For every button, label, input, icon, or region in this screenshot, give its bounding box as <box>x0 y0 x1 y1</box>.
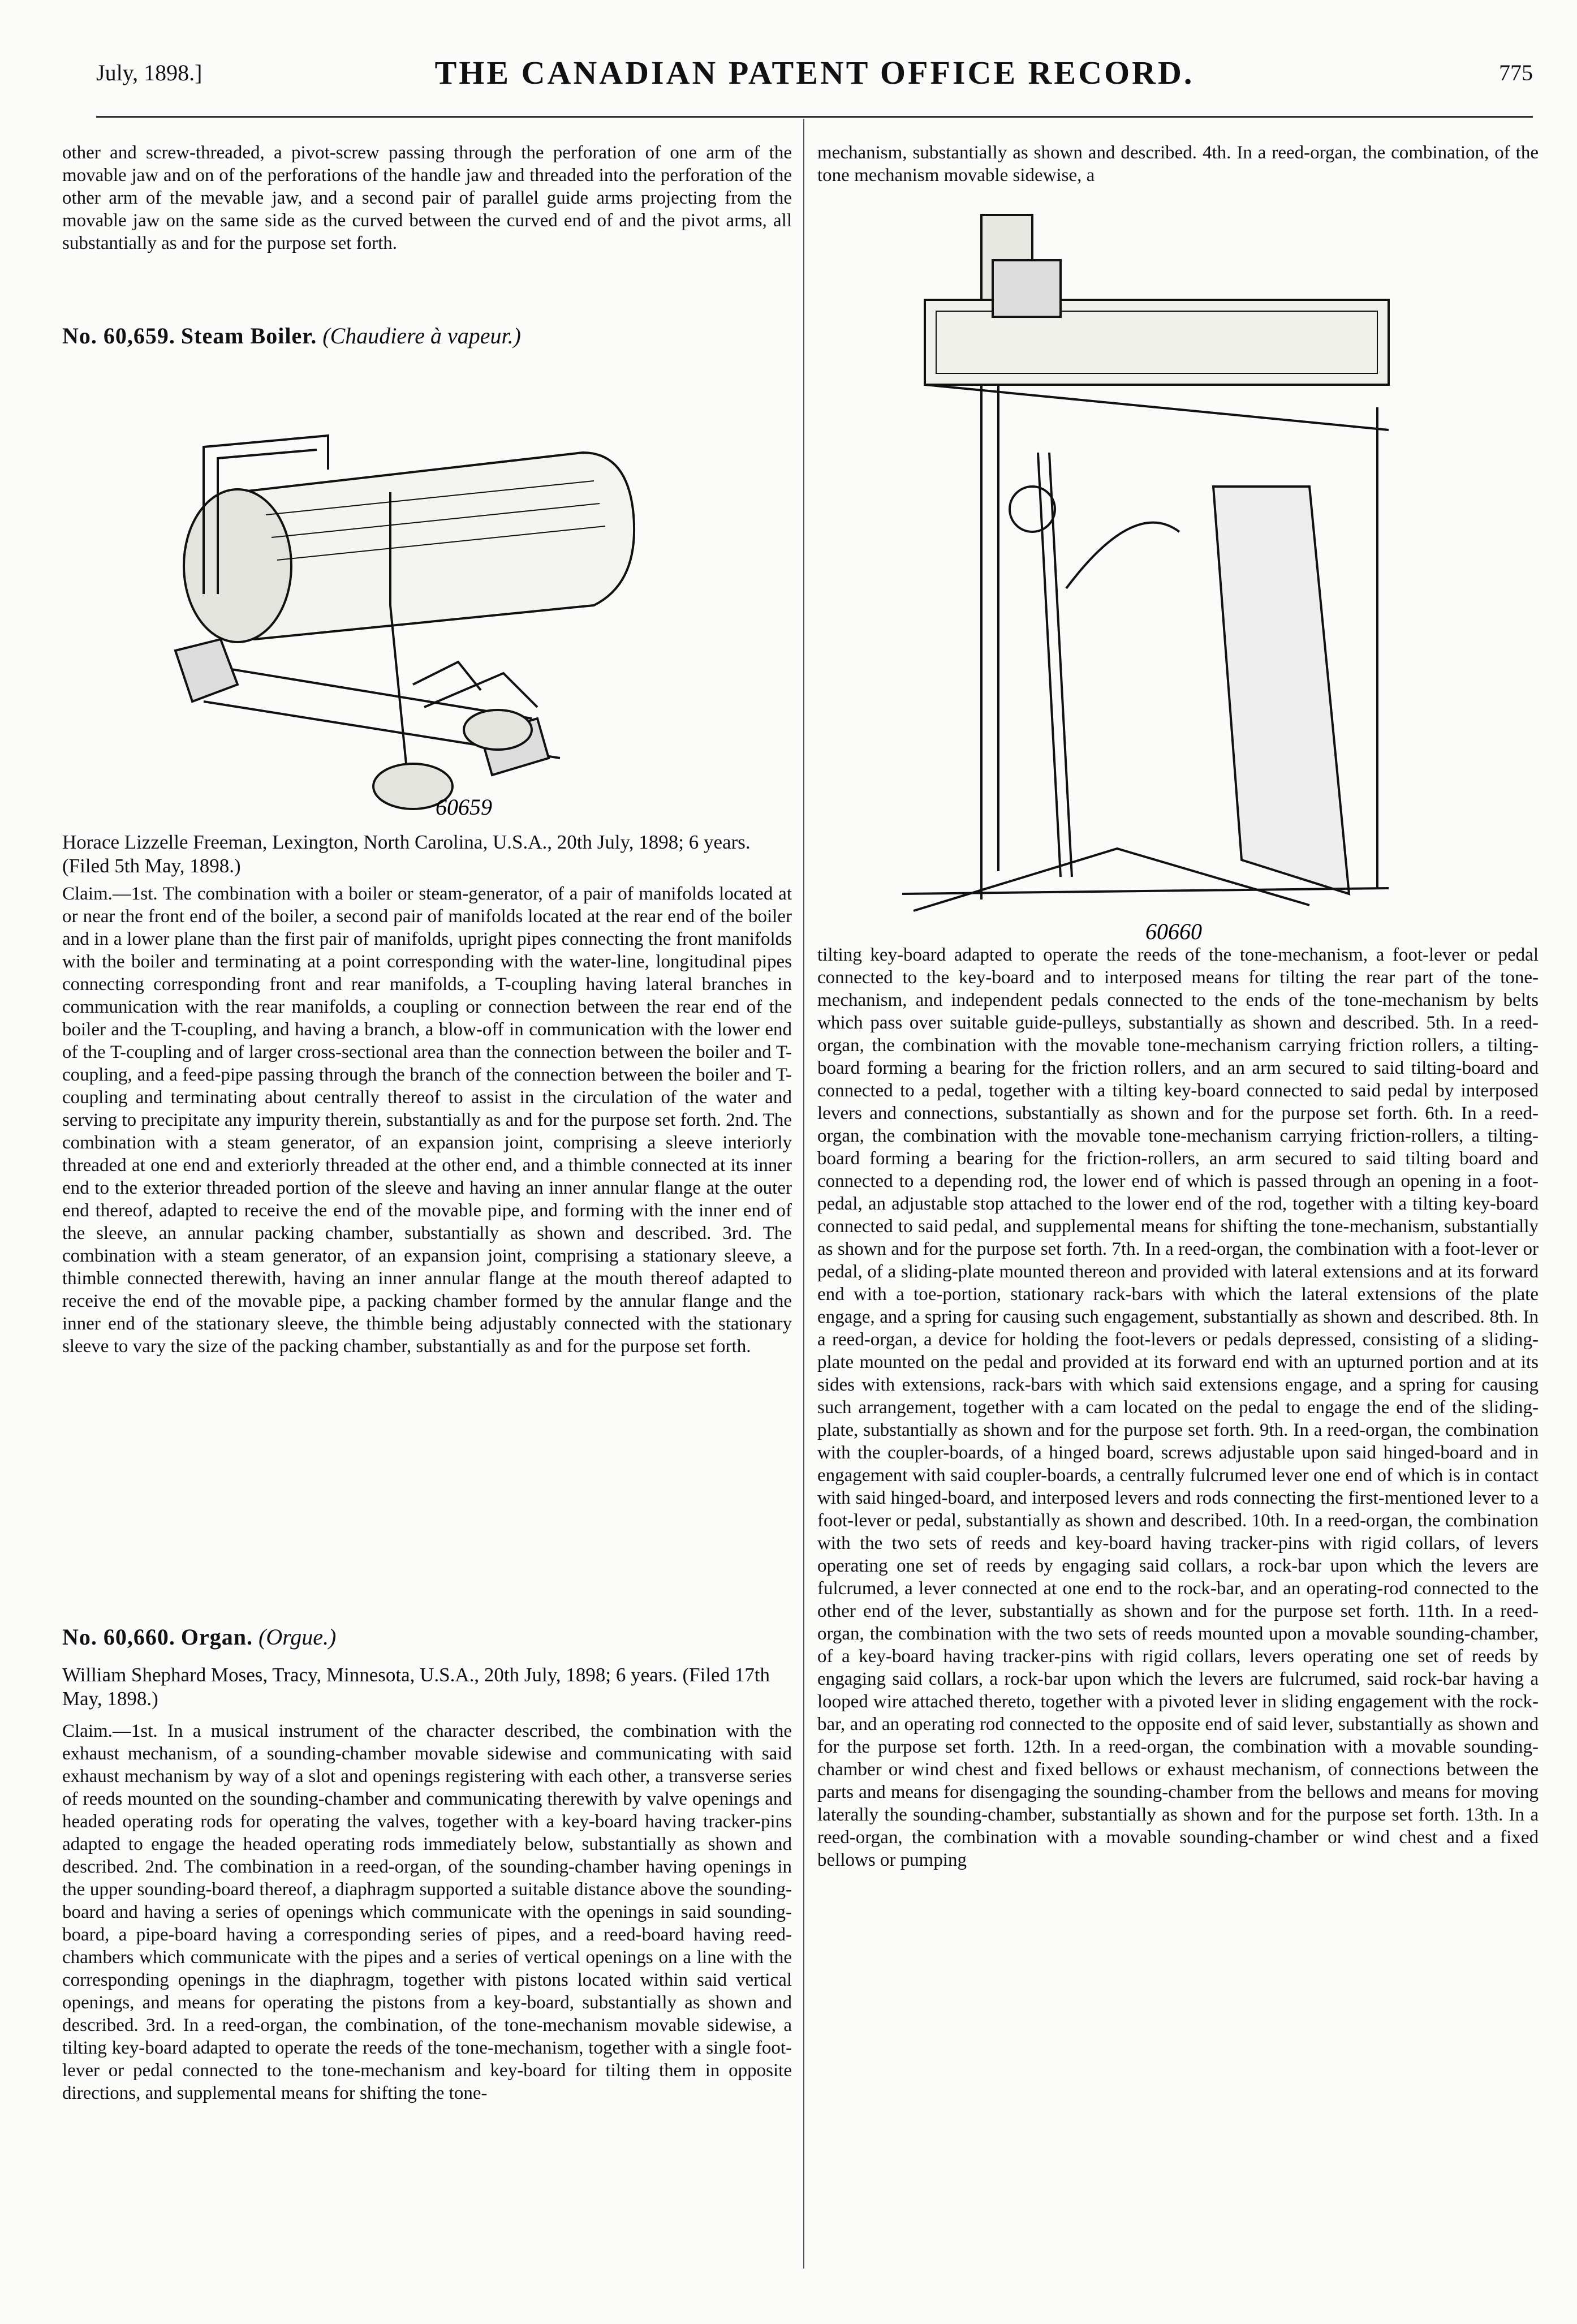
organ-figure <box>880 192 1445 945</box>
claim-text-60660: Claim.—1st. In a musical instrument of the character described, the combination with the exhaust mechanism, of a sounding-chamber movable sidewise and communicating with said exhaust mechanism by way of a slot and openings registering with each other, a transverse series of reeds mounted on the sounding-chamber and communicating therewith by valve openings and headed operating rods for operating the valves, together with a key-board having tracker-pins adapted to engage the headed operating rods immediately below, substantially as shown and described. 2nd. The combination in a reed-organ, of the sounding-chamber having openings in the upper sounding-board thereof, a diaphragm supported a suitable distance above the sounding-board and having a series of openings which communicate with the openings in said sounding-board, a pipe-board having a corresponding series of pipes, and a reed-board having reed-chambers which communicate with the pipes and a series of vertical openings on a line with the corresponding openings in the diaphragm, together with pistons located within said vertical openings, and means for operating the pistons from a key-board, substantially as shown and described. 3rd. In a reed-organ, the combination, of the tone-mechanism movable sidewise, a tilting key-board adapted to operate the reeds of the tone-mechanism, together with a single foot-lever or pedal connected to the tone-mechanism and key-board for tilting them in opposite directions, and supplemental means for shifting the tone- <box>62 1721 792 2103</box>
right-column-claim-text: tilting key-board adapted to operate the reeds of the tone-mechanism, a foot-lever or pedal connected to the key-board and to interposed means for tilting the rear part of the tone-mechanism, and independent pedals connected to the ends of the tone-mechanism by belts which pass over suitable guide-pulleys, substantially as shown and described. 5th. In a reed-organ, the combination with the movable tone-mechanism carrying friction rollers, a tilting-board forming a bearing for the friction rollers, and an arm secured to said tilting-board and connected to a pedal, together with a tilting key-board connected to said pedal by interposed levers and connections, substantially as shown and for the purpose set forth. 6th. In a reed-organ, the combination with the movable tone-mechanism carrying friction-rollers, a tilting-board forming a bearing for the friction-rollers, an arm secured to said tilting board and connected to a depending rod, the lower end of which is passed through an opening in a foot-pedal, an adjustable stop attached to the lower end of the rod, together with a tilting key-board connected to said pedal, and supplemental means for shifting the tone-mechanism, substantially as shown and for the purpose set forth. 7th. In a reed-organ, the combination with a foot-lever or pedal, of a sliding-plate mounted thereon and provided with lateral extensions and at its forward end with a toe-portion, stationary rack-bars with which the lateral extensions of the plate engage, and a spring for causing such engagement, substantially as shown and described. 8th. In a reed-organ, a device for holding the foot-levers or pedals depressed, consisting of a sliding-plate mounted on the pedal and provided at its forward end with an upturned portion and at its sides with extensions, rack-bars with which said extensions engage, and a spring for causing such arrangement, together with a cam located on the pedal to engage the end of the sliding-plate, substantially as shown and for the purpose set forth. 9th. In a reed-organ, the combination with the coupler-boards, of a hinged board, screws adjustable upon said hinged-board and in engagement with said coupler-boards, a centrally fulcrumed lever one end of which is in contact with said hinged-board, and interposed levers and rods connecting the first-mentioned lever to a foot-lever or pedal, substantially as shown and described. 10th. In a reed-organ, the combination with the two sets of reeds and key-board having tracker-pins with rigid collars, of levers operating one set of reeds by engaging said collars, a rock-bar upon which the levers are fulcrumed, a lever connected at one end to the rock-bar, and an operating-rod connected to the other end of the lever, substantially as shown and for the purpose set forth. 11th. In a reed-organ, the combination with the two sets of reeds mounted upon a movable sounding-chamber, of a key-board having tracker-pins with rigid collars, levers operating one set of reeds by engaging said collars, a rock-bar upon which the levers are fulcrumed, said rock-bar having a looped wire attached thereto, together with a pivoted lever in sliding engagement with the rock-bar, and an operating rod connected to the opposite end of said lever, substantially as shown and for the purpose set forth. 12th. In a reed-organ, the combination with a movable sounding-chamber or wind chest and fixed bellows or exhaust mechanism, of connections between the parts and means for disengaging the sounding-chamber from the bellows and means for moving laterally the sounding-chamber, substantially as shown and for the purpose set forth. 13th. In a reed-organ, the combination with a movable sounding-chamber or wind chest and a fixed bellows or pumping <box>817 945 1539 1870</box>
patent-number: No. 60,659. <box>62 323 175 348</box>
patent-title: Organ. <box>180 1624 253 1650</box>
patent-number: No. 60,660. <box>62 1624 175 1650</box>
header-date: July, 1898.] <box>96 60 202 85</box>
patent-french-title: (Chaudiere à vapeur.) <box>322 323 521 348</box>
patent-title: Steam Boiler. <box>180 323 317 348</box>
patentee-60659: Horace Lizzelle Freeman, Lexington, North Carolina, U.S.A., 20th July, 1898; 6 years. (Filed 5th May, 1898.) <box>62 831 751 877</box>
right-column-top-text: mechanism, substantially as shown and described. 4th. In a reed-organ, the combination, of the tone mechanism movable sidewise, a <box>817 143 1539 186</box>
header-rule <box>96 116 1533 118</box>
journal-title: THE CANADIAN PATENT OFFICE RECORD. <box>434 54 1195 91</box>
steam-boiler-figure <box>141 368 735 820</box>
patentee-60660: William Shephard Moses, Tracy, Minnesota, U.S.A., 20th July, 1898; 6 years. (Filed 17th May, 1898.) <box>62 1664 770 1710</box>
claim-text-60659: Claim.—1st. The combination with a boiler or steam-generator, of a pair of manifolds located at or near the front end of the boiler, a second pair of manifolds located at the rear end of the boiler and in a lower plane than the first pair of manifolds, upright pipes connecting the front manifolds with the boiler and terminating at a point corresponding with the water-line, longitudinal pipes connecting corresponding front and rear manifolds, a T-coupling having lateral branches in communication with the rear manifolds, a coupling or connection between the rear end of the boiler and the T-coupling, and having a branch, a blow-off in communication with the lower end of the T-coupling and of larger cross-sectional area than the connection between the boiler and T-coupling, and a feed-pipe passing through the branch of the connection between the boiler and T-coupling and terminating about centrally thereof to assist in the circulation of the water and serving to precipitate any impurity therein, substantially as and for the purpose set forth. 2nd. The combination with a steam generator, of an expansion joint, comprising a sleeve interiorly threaded at one end and exteriorly threaded at the other end, and a thimble connected at its inner end to the exterior threaded portion of the sleeve and having an inner annular flange at the outer end thereof, adapted to receive the end of the movable pipe, and forming with the inner end of the sleeve, an annular packing chamber, substantially as shown and described. 3rd. The combination with a steam generator, of an expansion joint, comprising a stationary sleeve, a thimble connected therewith, having an inner annular flange at the mouth thereof adapted to receive the end of the movable pipe, a packing chamber formed by the annular flange and the inner end of the stationary sleeve, the thimble being adjustably connected with the stationary sleeve to vary the size of the packing chamber, substantially as and for the purpose set forth. <box>62 884 792 1357</box>
patent-french-title: (Orgue.) <box>258 1624 337 1650</box>
continued-claim-text: other and screw-threaded, a pivot-screw passing through the perforation of one arm of the movable jaw and on of the perforations of the handle jaw and threaded into the perforation of the other arm of the mevable jaw, and a second pair of parallel guide arms projecting from the movable jaw on the same side as the curved between the curved end of and the pivot arms, all substantially as and for the purpose set forth. <box>62 143 792 253</box>
patent-heading-60659 <box>62 322 792 349</box>
figure-number: 60660 <box>1145 919 1202 944</box>
page-number: 775 <box>1499 60 1533 85</box>
column-divider <box>803 119 804 2269</box>
figure-number: 60659 <box>436 794 492 820</box>
patent-heading-60660 <box>62 1624 792 1650</box>
page-header <box>96 54 1533 105</box>
